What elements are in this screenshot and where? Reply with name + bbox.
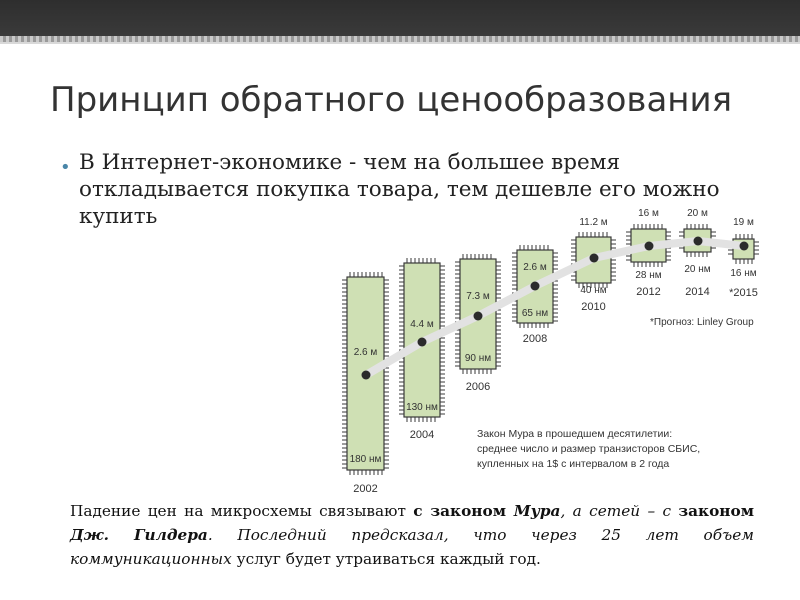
footer-gilder: Дж. Гилдера [70,526,208,544]
process-node-label: 90 нм [464,353,492,364]
year-label: 2014 [685,286,710,298]
forecast-note: *Прогноз: Linley Group [650,317,754,328]
footer-bold-1: с законом [413,502,514,520]
footer-moore: Мура [513,502,561,520]
bullet-text: В Интернет-экономике - чем на большее время откладывается покупка товара, тем дешевле его можно купить [79,150,720,229]
process-node-label: 20 нм [684,264,711,275]
footer-text-1: Падение цен на микросхемы связывают [70,502,414,520]
trend-point [362,371,371,380]
footer-paragraph [70,499,754,571]
year-label: 2012 [636,286,661,298]
diagram-caption-line: купленных на 1$ с интервалом в 2 года [477,458,670,470]
bullet-icon: • [60,157,71,178]
footer-italic-1: , а сетей – с [560,502,679,520]
transistor-count-label: 2.6 м [353,347,378,358]
diagram-caption-line: Закон Мура в прошедшем десятилетии: [477,428,673,440]
footer-text-2: услуг будет утраиваться каждый год. [231,550,541,568]
year-label: 2002 [353,483,378,495]
year-label: 2004 [409,429,435,441]
trend-point [418,338,427,347]
transistor-count-label: 16 м [638,208,659,219]
year-label: 2006 [465,381,491,393]
year-label: 2008 [522,333,548,345]
transistor-count-label: 2.6 м [523,262,547,273]
process-node-label: 16 нм [730,268,757,279]
transistor-count-label: 11.2 м [579,217,608,228]
transistor-count-label: 19 м [733,217,754,228]
year-label: *2015 [729,287,758,299]
trend-point [694,237,703,246]
process-node-label: 130 нм [406,402,438,413]
process-node-label: 28 нм [635,270,662,281]
process-node-label: 40 нм [580,285,607,296]
transistor-count-label: 20 м [687,208,708,219]
process-node-label: 180 нм [349,454,382,465]
trend-point [531,282,540,291]
transistor-count-label: 4.4 м [410,319,434,330]
year-label: 2010 [581,301,606,313]
transistor-count-label: 7.3 м [466,291,490,302]
slide-title: Принцип обратного ценообразования [50,80,733,120]
trend-point [590,254,599,263]
footer-bold-2: законом [678,502,754,520]
trend-point [474,312,483,321]
process-node-label: 65 нм [521,308,549,319]
footer-italic-2: . Последний предсказал, что через 25 лет объем коммуникационных [70,526,754,568]
trend-point [740,242,749,251]
trend-point [645,242,654,251]
diagram-caption-line: среднее число и размер транзисторов СБИС, [477,443,701,455]
